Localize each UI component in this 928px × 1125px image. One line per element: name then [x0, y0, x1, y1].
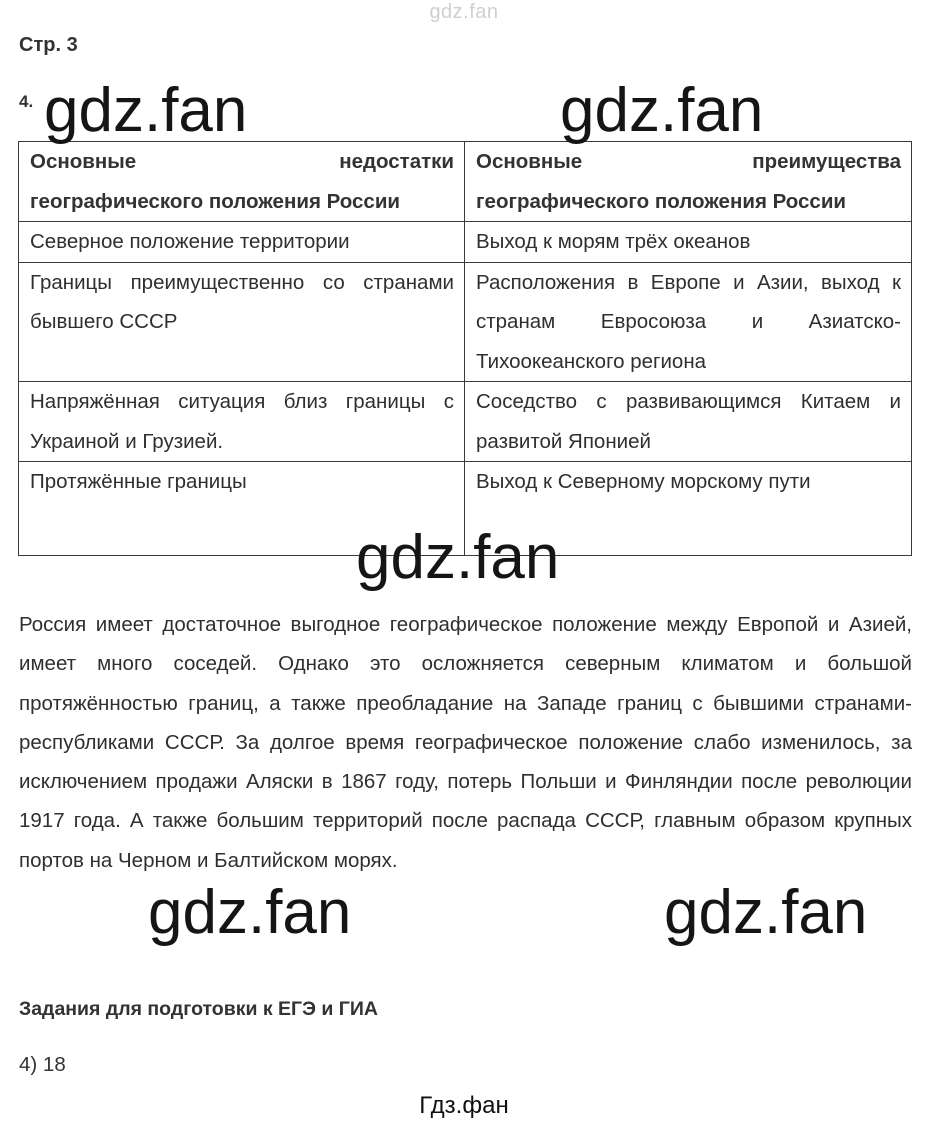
- table-cell: Выход к Северному морскому пути: [465, 462, 912, 556]
- table-cell: Протяжённые границы: [19, 462, 465, 556]
- answer-text: 4) 18: [19, 1053, 66, 1076]
- section-title: Задания для подготовки к ЕГЭ и ГИА: [19, 998, 378, 1020]
- table-cell: Напряжённая ситуация близ границы с Украиной и Грузией.: [19, 382, 465, 462]
- header-advantages: [465, 142, 912, 222]
- body-paragraph: Россия имеет достаточное выгодное географическое положение между Европой и Азией, имеет много соседей. Однако это осложняется северным климатом и большой протяжённостью границ, а также преобладание на Западе границ с бывшими странами-республиками СССР. За долгое время географическое положение слабо изменилось, за исключением продажи Аляски в 1867 году, потерь Польши и Финляндии после революции 1917 года. А также большим территорий после распада СССР, главным образом крупных портов на Черном и Балтийском морях.: [19, 613, 912, 872]
- table-cell: Соседство с развивающимся Китаем и развитой Японией: [465, 382, 912, 462]
- table-cell: Выход к морям трёх океанов: [465, 222, 912, 263]
- header-word: Основные: [476, 150, 583, 173]
- header-line: географического положения России: [476, 189, 847, 213]
- watermark: gdz.fan: [356, 523, 560, 592]
- table-cell: Северное положение территории: [19, 222, 465, 263]
- footer-text: Гдз.фан: [419, 1092, 509, 1119]
- table-row: [19, 222, 912, 263]
- table-row: [19, 382, 912, 462]
- header-disadvantages: [19, 142, 465, 222]
- table-cell: Расположения в Европе и Азии, выход к странам Евросоюза и Азиатско-Тихоокеанского региона: [465, 262, 912, 382]
- watermark: gdz.fan: [560, 76, 764, 145]
- page-label: Стр. 3: [19, 34, 78, 56]
- geography-table: [18, 141, 912, 556]
- top-watermark: gdz.fan: [429, 1, 499, 23]
- table-row: [19, 262, 912, 382]
- header-word: недостатки: [339, 150, 454, 173]
- watermark: gdz.fan: [44, 76, 248, 145]
- watermark: gdz.fan: [664, 878, 868, 947]
- task-number: 4.: [19, 92, 34, 111]
- header-line: географического положения России: [30, 189, 401, 213]
- table-header-row: [19, 142, 912, 222]
- header-word: Основные: [30, 150, 137, 173]
- watermark: gdz.fan: [148, 878, 352, 947]
- table-cell: Границы преимущественно со странами бывшего СССР: [19, 262, 465, 382]
- header-word: преимущества: [752, 150, 901, 173]
